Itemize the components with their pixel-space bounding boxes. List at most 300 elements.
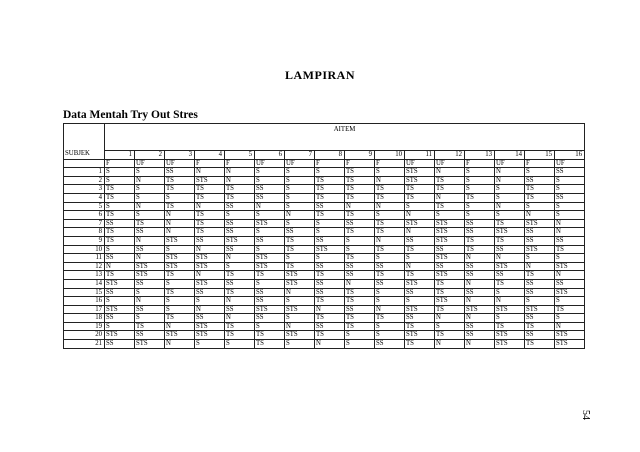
- response-cell: SS: [345, 262, 375, 271]
- item-number-header: 14: [495, 151, 525, 160]
- response-cell: N: [405, 228, 435, 237]
- response-cell: TS: [255, 271, 285, 280]
- response-cell: S: [165, 297, 195, 306]
- response-cell: STS: [135, 271, 165, 280]
- response-cell: SS: [405, 314, 435, 323]
- item-type-header: UF: [135, 159, 165, 168]
- response-cell: TS: [405, 185, 435, 194]
- response-cell: SS: [405, 236, 435, 245]
- response-cell: SS: [225, 228, 255, 237]
- response-cell: S: [345, 340, 375, 349]
- response-cell: S: [105, 297, 135, 306]
- table-row: [64, 185, 585, 194]
- response-cell: N: [465, 340, 495, 349]
- subject-number-cell: 20: [64, 331, 105, 340]
- response-cell: S: [165, 305, 195, 314]
- response-cell: N: [525, 211, 555, 220]
- item-type-header: F: [315, 159, 345, 168]
- response-cell: S: [255, 228, 285, 237]
- response-cell: SS: [225, 219, 255, 228]
- response-cell: STS: [105, 279, 135, 288]
- item-type-header: F: [465, 159, 495, 168]
- response-cell: STS: [285, 271, 315, 280]
- response-cell: TS: [435, 202, 465, 211]
- response-cell: TS: [105, 193, 135, 202]
- response-cell: N: [345, 202, 375, 211]
- response-cell: TS: [345, 254, 375, 263]
- response-cell: STS: [405, 279, 435, 288]
- response-cell: N: [135, 297, 165, 306]
- response-cell: STS: [405, 168, 435, 177]
- item-number-header: 2: [135, 151, 165, 160]
- response-cell: STS: [405, 331, 435, 340]
- response-cell: STS: [495, 262, 525, 271]
- subject-column-header: SUBJEK: [64, 124, 105, 160]
- response-cell: S: [255, 176, 285, 185]
- response-cell: S: [135, 168, 165, 177]
- response-cell: S: [105, 322, 135, 331]
- subject-number-cell: 8: [64, 228, 105, 237]
- response-cell: N: [195, 168, 225, 177]
- response-cell: SS: [375, 262, 405, 271]
- response-cell: STS: [555, 331, 585, 340]
- response-cell: TS: [435, 185, 465, 194]
- response-cell: STS: [465, 305, 495, 314]
- response-cell: TS: [315, 211, 345, 220]
- subject-number-cell: 4: [64, 193, 105, 202]
- response-cell: S: [375, 297, 405, 306]
- response-cell: TS: [525, 322, 555, 331]
- response-cell: SS: [135, 331, 165, 340]
- response-cell: TS: [525, 193, 555, 202]
- subject-number-cell: 7: [64, 219, 105, 228]
- page-number: 54: [580, 410, 591, 420]
- response-cell: N: [195, 271, 225, 280]
- response-cell: STS: [435, 219, 465, 228]
- response-cell: STS: [405, 219, 435, 228]
- response-cell: S: [255, 211, 285, 220]
- response-cell: N: [165, 322, 195, 331]
- item-number-header: 6: [255, 151, 285, 160]
- response-cell: TS: [285, 245, 315, 254]
- response-cell: SS: [375, 340, 405, 349]
- response-cell: SS: [135, 228, 165, 237]
- subject-number-cell: 18: [64, 314, 105, 323]
- response-cell: SS: [435, 262, 465, 271]
- response-cell: N: [525, 262, 555, 271]
- response-cell: SS: [465, 262, 495, 271]
- response-cell: TS: [375, 314, 405, 323]
- response-cell: SS: [285, 228, 315, 237]
- response-cell: TS: [495, 322, 525, 331]
- response-cell: TS: [405, 193, 435, 202]
- response-cell: SS: [345, 305, 375, 314]
- response-cell: SS: [525, 176, 555, 185]
- response-cell: S: [465, 211, 495, 220]
- response-cell: TS: [375, 228, 405, 237]
- response-cell: TS: [195, 228, 225, 237]
- response-cell: SS: [525, 314, 555, 323]
- response-cell: STS: [435, 271, 465, 280]
- response-cell: SS: [345, 271, 375, 280]
- response-cell: S: [555, 185, 585, 194]
- response-cell: TS: [315, 331, 345, 340]
- response-cell: SS: [465, 228, 495, 237]
- response-cell: STS: [495, 305, 525, 314]
- response-cell: STS: [105, 331, 135, 340]
- item-number-header: 7: [285, 151, 315, 160]
- response-cell: TS: [435, 305, 465, 314]
- response-cell: STS: [195, 322, 225, 331]
- response-cell: N: [555, 219, 585, 228]
- response-cell: N: [375, 176, 405, 185]
- response-cell: STS: [525, 219, 555, 228]
- table-row: [64, 228, 585, 237]
- table-row: [64, 168, 585, 177]
- response-cell: TS: [375, 245, 405, 254]
- response-cell: STS: [195, 254, 225, 263]
- table-row: [64, 219, 585, 228]
- response-cell: TS: [165, 176, 195, 185]
- response-cell: STS: [255, 219, 285, 228]
- response-cell: S: [225, 262, 255, 271]
- response-cell: S: [255, 279, 285, 288]
- item-type-header: UF: [495, 159, 525, 168]
- item-number-header: 3: [165, 151, 195, 160]
- response-cell: S: [285, 168, 315, 177]
- item-number-header: 9: [345, 151, 375, 160]
- response-cell: S: [525, 254, 555, 263]
- response-cell: S: [285, 202, 315, 211]
- response-cell: TS: [225, 288, 255, 297]
- item-number-header: 11: [405, 151, 435, 160]
- response-cell: N: [285, 322, 315, 331]
- subject-number-cell: 3: [64, 185, 105, 194]
- item-type-header: F: [345, 159, 375, 168]
- response-cell: SS: [225, 279, 255, 288]
- response-cell: N: [405, 211, 435, 220]
- response-cell: N: [375, 202, 405, 211]
- table-row: [64, 340, 585, 349]
- response-cell: S: [225, 211, 255, 220]
- table-row: [64, 202, 585, 211]
- subject-number-cell: 21: [64, 340, 105, 349]
- table-row: [64, 305, 585, 314]
- subject-number-cell: 10: [64, 245, 105, 254]
- response-cell: TS: [345, 168, 375, 177]
- response-cell: SS: [315, 262, 345, 271]
- response-cell: SS: [255, 185, 285, 194]
- response-cell: TS: [465, 193, 495, 202]
- subject-number-cell: 5: [64, 202, 105, 211]
- response-cell: STS: [405, 305, 435, 314]
- response-cell: TS: [525, 185, 555, 194]
- response-cell: TS: [465, 245, 495, 254]
- response-cell: SS: [105, 288, 135, 297]
- response-cell: N: [465, 297, 495, 306]
- response-cell: SS: [465, 288, 495, 297]
- table-row: [64, 279, 585, 288]
- response-cell: S: [135, 288, 165, 297]
- response-cell: S: [135, 314, 165, 323]
- response-cell: S: [285, 254, 315, 263]
- response-cell: STS: [525, 245, 555, 254]
- item-type-header: F: [525, 159, 555, 168]
- response-cell: N: [435, 340, 465, 349]
- response-cell: SS: [105, 340, 135, 349]
- response-cell: S: [315, 219, 345, 228]
- response-cell: TS: [105, 271, 135, 280]
- response-cell: TS: [195, 219, 225, 228]
- response-cell: TS: [525, 271, 555, 280]
- response-cell: STS: [435, 297, 465, 306]
- response-cell: S: [375, 331, 405, 340]
- response-cell: N: [495, 176, 525, 185]
- item-type-header: UF: [255, 159, 285, 168]
- response-cell: N: [495, 254, 525, 263]
- response-cell: SS: [165, 168, 195, 177]
- response-cell: S: [135, 193, 165, 202]
- response-cell: S: [345, 236, 375, 245]
- response-cell: STS: [225, 236, 255, 245]
- table-row: [64, 245, 585, 254]
- data-table: [63, 123, 585, 349]
- response-cell: N: [315, 340, 345, 349]
- response-cell: SS: [105, 254, 135, 263]
- response-cell: TS: [165, 314, 195, 323]
- response-cell: S: [555, 297, 585, 306]
- response-cell: S: [555, 254, 585, 263]
- response-cell: TS: [255, 340, 285, 349]
- response-cell: N: [435, 314, 465, 323]
- response-cell: S: [285, 219, 315, 228]
- response-cell: N: [135, 176, 165, 185]
- response-cell: SS: [225, 202, 255, 211]
- table-row: [64, 262, 585, 271]
- response-cell: S: [375, 288, 405, 297]
- table-row: [64, 271, 585, 280]
- response-cell: STS: [495, 228, 525, 237]
- response-cell: TS: [285, 262, 315, 271]
- response-cell: N: [165, 211, 195, 220]
- subject-number-cell: 14: [64, 279, 105, 288]
- response-cell: TS: [405, 322, 435, 331]
- response-cell: N: [495, 202, 525, 211]
- response-cell: TS: [435, 331, 465, 340]
- response-cell: STS: [255, 254, 285, 263]
- table-row: [64, 211, 585, 220]
- response-cell: TS: [105, 228, 135, 237]
- subject-number-cell: 12: [64, 262, 105, 271]
- response-cell: S: [465, 185, 495, 194]
- response-cell: N: [315, 305, 345, 314]
- response-cell: SS: [555, 193, 585, 202]
- response-cell: TS: [165, 271, 195, 280]
- response-cell: S: [525, 202, 555, 211]
- item-number-header: 8: [315, 151, 345, 160]
- response-cell: STS: [285, 305, 315, 314]
- response-cell: SS: [525, 288, 555, 297]
- response-cell: S: [315, 228, 345, 237]
- response-cell: TS: [105, 185, 135, 194]
- response-cell: N: [465, 279, 495, 288]
- response-cell: SS: [315, 279, 345, 288]
- response-cell: TS: [195, 185, 225, 194]
- response-cell: SS: [495, 245, 525, 254]
- response-cell: N: [435, 168, 465, 177]
- response-cell: SS: [135, 305, 165, 314]
- item-number-header: 4: [195, 151, 225, 160]
- response-cell: TS: [345, 322, 375, 331]
- response-cell: SS: [555, 168, 585, 177]
- subject-number-cell: 17: [64, 305, 105, 314]
- response-cell: STS: [315, 245, 345, 254]
- response-cell: STS: [255, 305, 285, 314]
- table-row: [64, 331, 585, 340]
- response-cell: STS: [165, 331, 195, 340]
- response-cell: N: [495, 297, 525, 306]
- response-cell: N: [225, 297, 255, 306]
- response-cell: TS: [345, 288, 375, 297]
- response-cell: S: [105, 168, 135, 177]
- response-cell: N: [435, 193, 465, 202]
- item-number-header: 12: [435, 151, 465, 160]
- item-type-header: F: [105, 159, 135, 168]
- response-cell: N: [195, 202, 225, 211]
- response-cell: N: [225, 176, 255, 185]
- table-row: [64, 176, 585, 185]
- response-cell: N: [495, 168, 525, 177]
- response-cell: S: [555, 176, 585, 185]
- response-cell: STS: [195, 176, 225, 185]
- subject-number-cell: 2: [64, 176, 105, 185]
- response-cell: S: [285, 297, 315, 306]
- response-cell: S: [135, 185, 165, 194]
- response-cell: TS: [525, 340, 555, 349]
- response-cell: S: [165, 279, 195, 288]
- response-cell: STS: [525, 305, 555, 314]
- response-cell: STS: [435, 254, 465, 263]
- response-cell: S: [165, 193, 195, 202]
- response-cell: N: [555, 228, 585, 237]
- response-cell: S: [285, 193, 315, 202]
- item-type-header: UF: [285, 159, 315, 168]
- response-cell: TS: [165, 185, 195, 194]
- subject-number-cell: 11: [64, 254, 105, 263]
- response-cell: SS: [195, 288, 225, 297]
- response-cell: N: [555, 322, 585, 331]
- response-cell: TS: [315, 271, 345, 280]
- response-cell: S: [465, 176, 495, 185]
- response-cell: S: [405, 202, 435, 211]
- blank-cell: [64, 159, 105, 168]
- response-cell: SS: [255, 236, 285, 245]
- response-cell: SS: [465, 271, 495, 280]
- response-cell: S: [375, 168, 405, 177]
- response-cell: N: [135, 236, 165, 245]
- response-cell: STS: [165, 236, 195, 245]
- response-cell: N: [165, 219, 195, 228]
- response-cell: N: [225, 254, 255, 263]
- response-cell: SS: [465, 219, 495, 228]
- response-cell: STS: [495, 340, 525, 349]
- response-cell: SS: [135, 279, 165, 288]
- response-cell: SS: [465, 322, 495, 331]
- response-cell: N: [345, 279, 375, 288]
- response-cell: TS: [195, 193, 225, 202]
- item-number-header: 13: [465, 151, 495, 160]
- response-cell: TS: [435, 288, 465, 297]
- response-cell: N: [285, 211, 315, 220]
- response-cell: TS: [405, 271, 435, 280]
- response-cell: S: [495, 193, 525, 202]
- response-cell: SS: [525, 236, 555, 245]
- response-cell: S: [285, 185, 315, 194]
- item-type-header: F: [225, 159, 255, 168]
- response-cell: TS: [315, 176, 345, 185]
- table-row: [64, 193, 585, 202]
- response-cell: SS: [255, 314, 285, 323]
- response-cell: STS: [435, 236, 465, 245]
- response-cell: S: [345, 245, 375, 254]
- response-cell: S: [495, 314, 525, 323]
- response-cell: N: [285, 288, 315, 297]
- response-cell: TS: [435, 176, 465, 185]
- response-cell: N: [165, 340, 195, 349]
- response-cell: S: [435, 322, 465, 331]
- response-cell: N: [225, 168, 255, 177]
- response-cell: SS: [315, 202, 345, 211]
- table-row: [64, 254, 585, 263]
- response-cell: TS: [135, 322, 165, 331]
- response-cell: SS: [255, 193, 285, 202]
- response-cell: SS: [255, 288, 285, 297]
- response-cell: SS: [525, 331, 555, 340]
- response-cell: STS: [285, 279, 315, 288]
- response-cell: S: [315, 168, 345, 177]
- response-cell: TS: [345, 211, 375, 220]
- header-row-item-types: [64, 159, 585, 168]
- response-cell: TS: [465, 236, 495, 245]
- response-cell: SS: [495, 271, 525, 280]
- response-cell: N: [375, 305, 405, 314]
- response-cell: TS: [105, 211, 135, 220]
- response-cell: N: [225, 314, 255, 323]
- response-cell: STS: [165, 254, 195, 263]
- response-cell: TS: [375, 271, 405, 280]
- response-cell: S: [465, 202, 495, 211]
- response-cell: S: [165, 245, 195, 254]
- table-row: [64, 236, 585, 245]
- response-cell: S: [435, 211, 465, 220]
- response-cell: N: [135, 202, 165, 211]
- response-cell: TS: [345, 297, 375, 306]
- response-cell: S: [195, 297, 225, 306]
- response-cell: TS: [105, 236, 135, 245]
- response-cell: SS: [105, 314, 135, 323]
- table-row: [64, 288, 585, 297]
- response-cell: SS: [525, 228, 555, 237]
- response-cell: S: [285, 176, 315, 185]
- response-cell: S: [225, 340, 255, 349]
- subject-number-cell: 13: [64, 271, 105, 280]
- response-cell: STS: [555, 340, 585, 349]
- response-cell: S: [195, 340, 225, 349]
- response-cell: STS: [495, 331, 525, 340]
- response-cell: TS: [375, 193, 405, 202]
- response-cell: S: [105, 176, 135, 185]
- response-cell: S: [555, 211, 585, 220]
